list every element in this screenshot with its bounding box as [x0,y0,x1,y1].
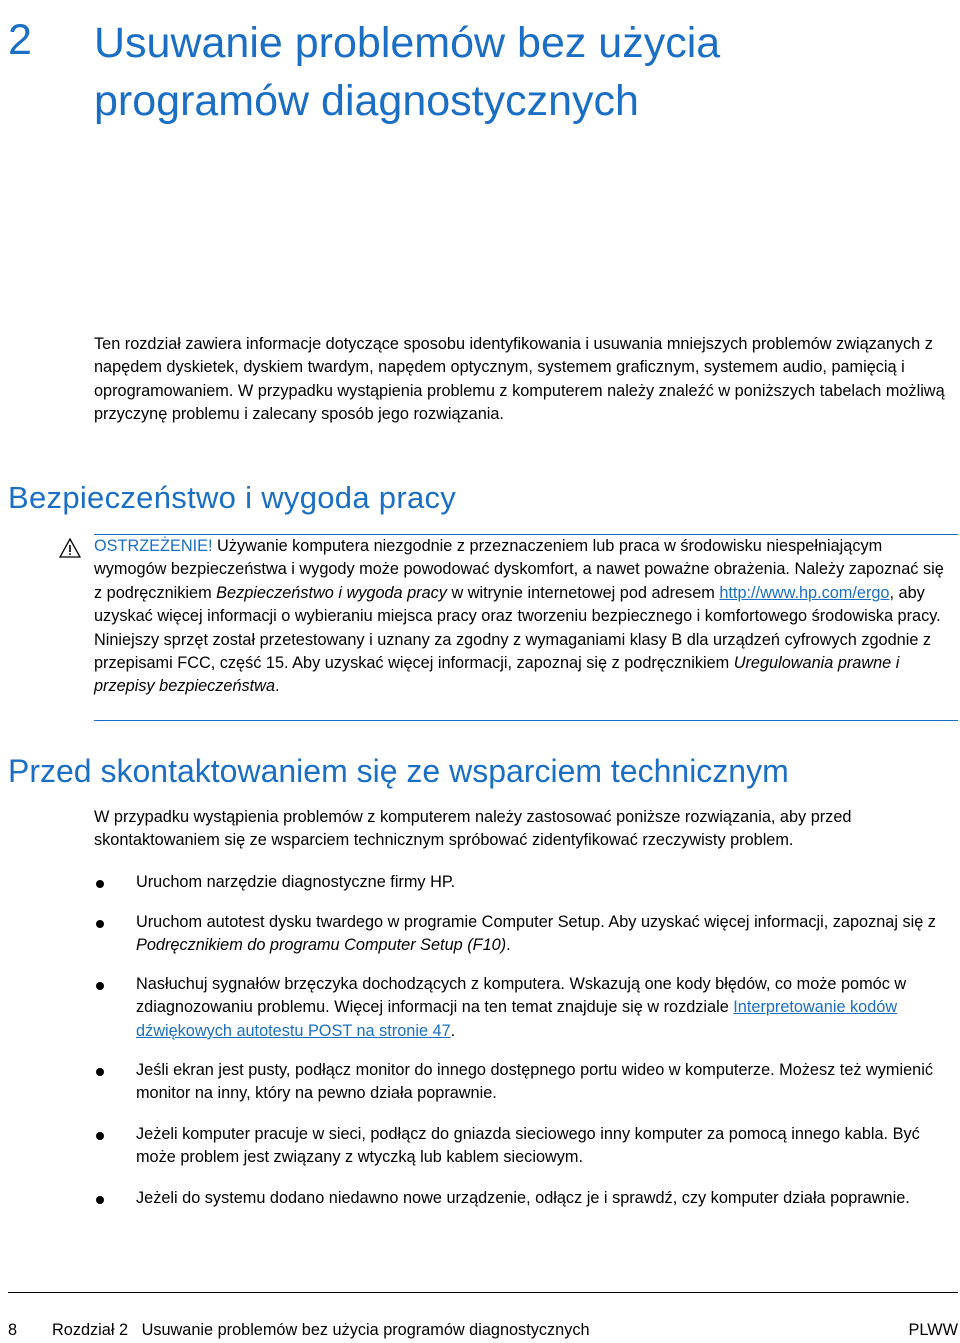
bullet-dot-icon [96,1196,104,1204]
footer-doc-code: PLWW [908,1321,958,1339]
warning-text-4: . [275,677,280,696]
footer-chapter-title: Rozdział 2 Usuwanie problemów bez użycia programów diagnostycznych [52,1321,590,1339]
bullet-text: Uruchom narzędzie diagnostyczne firmy HP. [136,873,456,891]
guide-title-computer-setup: Podręcznikiem do programu Computer Setup (F10) [136,936,507,955]
warning-paragraph [94,535,956,699]
bullet-text: Jeżeli do systemu dodano niedawno nowe urządzenie, odłącz je i sprawdź, czy komputer działa poprawnie. [136,1189,910,1207]
chapter-title: Usuwanie problemów bez użycia programów diagnostycznych [94,19,721,125]
bullet-text-part: Uruchom autotest dysku twardego w programie Computer Setup. Aby uzyskać więcej informacji, zapoznaj się z [136,913,936,931]
support-intro-paragraph: W przypadku wystąpienia problemów z komputerem należy zastosować poniższe rozwiązania, aby przed skontaktowaniem się ze wsparciem technicznym spróbować zidentyfikować rzeczywisty problem. [94,808,852,850]
bullet-dot-icon [96,880,104,888]
bullet-text-part: Nasłuchuj sygnałów brzęczyka dochodzących z komputera. Wskazują one kody błędów, co może pomóc w zdiagnozowaniu problemu. Więcej informacji na ten temat znajduje się w rozdziale [136,975,907,1017]
bullet-text: Jeżeli komputer pracuje w sieci, podłącz do gniazda sieciowego inny komputer za pomocą innego kabla. Być może problem jest związany z wtyczką lub kablem sieciowym. [136,1125,920,1167]
chapter-number: 2 [8,16,32,64]
guide-title-regulations: Uregulowania prawne i przepisy bezpieczeństwa [94,654,900,696]
bullet-dot-icon [96,1068,104,1076]
guide-title-safety: Bezpieczeństwo i wygoda pracy [216,583,447,602]
bullet-text: Jeśli ekran jest pusty, podłącz monitor do innego dostępnego portu wideo w komputerze. Możesz też wymienić monitor na inny, który na pewno działa poprawnie. [136,1061,933,1103]
warning-bottom-rule [94,720,958,721]
bullet-text-end: . [506,936,511,955]
warning-text-2: w witrynie internetowej pod adresem [446,583,720,602]
warning-text-1: Używanie komputera niezgodnie z przeznaczeniem lub praca w środowisku niespełniającym wymogów bezpieczeństwa i wygody może powodować dyskomfort, a nawet poważne obrażenia. Należy zapoznać się z podręcznikiem [94,537,944,602]
footer-page-number: 8 [8,1321,18,1339]
intro-paragraph: Ten rozdział zawiera informacje dotyczące sposobu identyfikowania i usuwania mniejszych problemów związanych z napędem dyskietek, dyskiem twardym, napędem optycznym, systemem graficznym, systemem audio, pamięcią i oprogramowaniem. W przypadku wystąpienia problemu z komputerem należy znaleźć w poniższych tabelach możliwą przyczynę problemu i zalecany sposób jego rozwiązania. [94,335,945,424]
bullet-text [136,911,958,958]
bullet-dot-icon [96,1132,104,1140]
warning-text-3: , aby uzyskać więcej informacji o wybieraniu miejsca pracy oraz tworzeniu bezpiecznego i komfortowego środowiska pracy. Niniejszy sprzęt został przetestowany i uznany za zgodny z wymaganiami klasy B dla urządzeń cyfrowych zgodnie z przepisami FCC, część 15. Aby uzyskać więcej informacji, zapoznaj się z podręcznikiem [94,583,941,673]
bullet-text [136,973,958,1043]
section-heading-support: Przed skontaktowaniem się ze wsparciem technicznym [8,753,789,789]
ergo-url-link[interactable]: http://www.hp.com/ergo [719,583,890,602]
section-heading-safety: Bezpieczeństwo i wygoda pracy [8,480,457,515]
footer-rule [8,1292,958,1293]
warning-triangle-icon [59,538,81,558]
bullet-dot-icon [96,982,104,990]
warning-label: OSTRZEŻENIE! [94,537,213,555]
post-beep-codes-link[interactable]: Interpretowanie kodów dźwiękowych autotestu POST na stronie 47 [136,998,898,1040]
bullet-text-end: . [450,1021,456,1040]
bullet-dot-icon [96,920,104,928]
